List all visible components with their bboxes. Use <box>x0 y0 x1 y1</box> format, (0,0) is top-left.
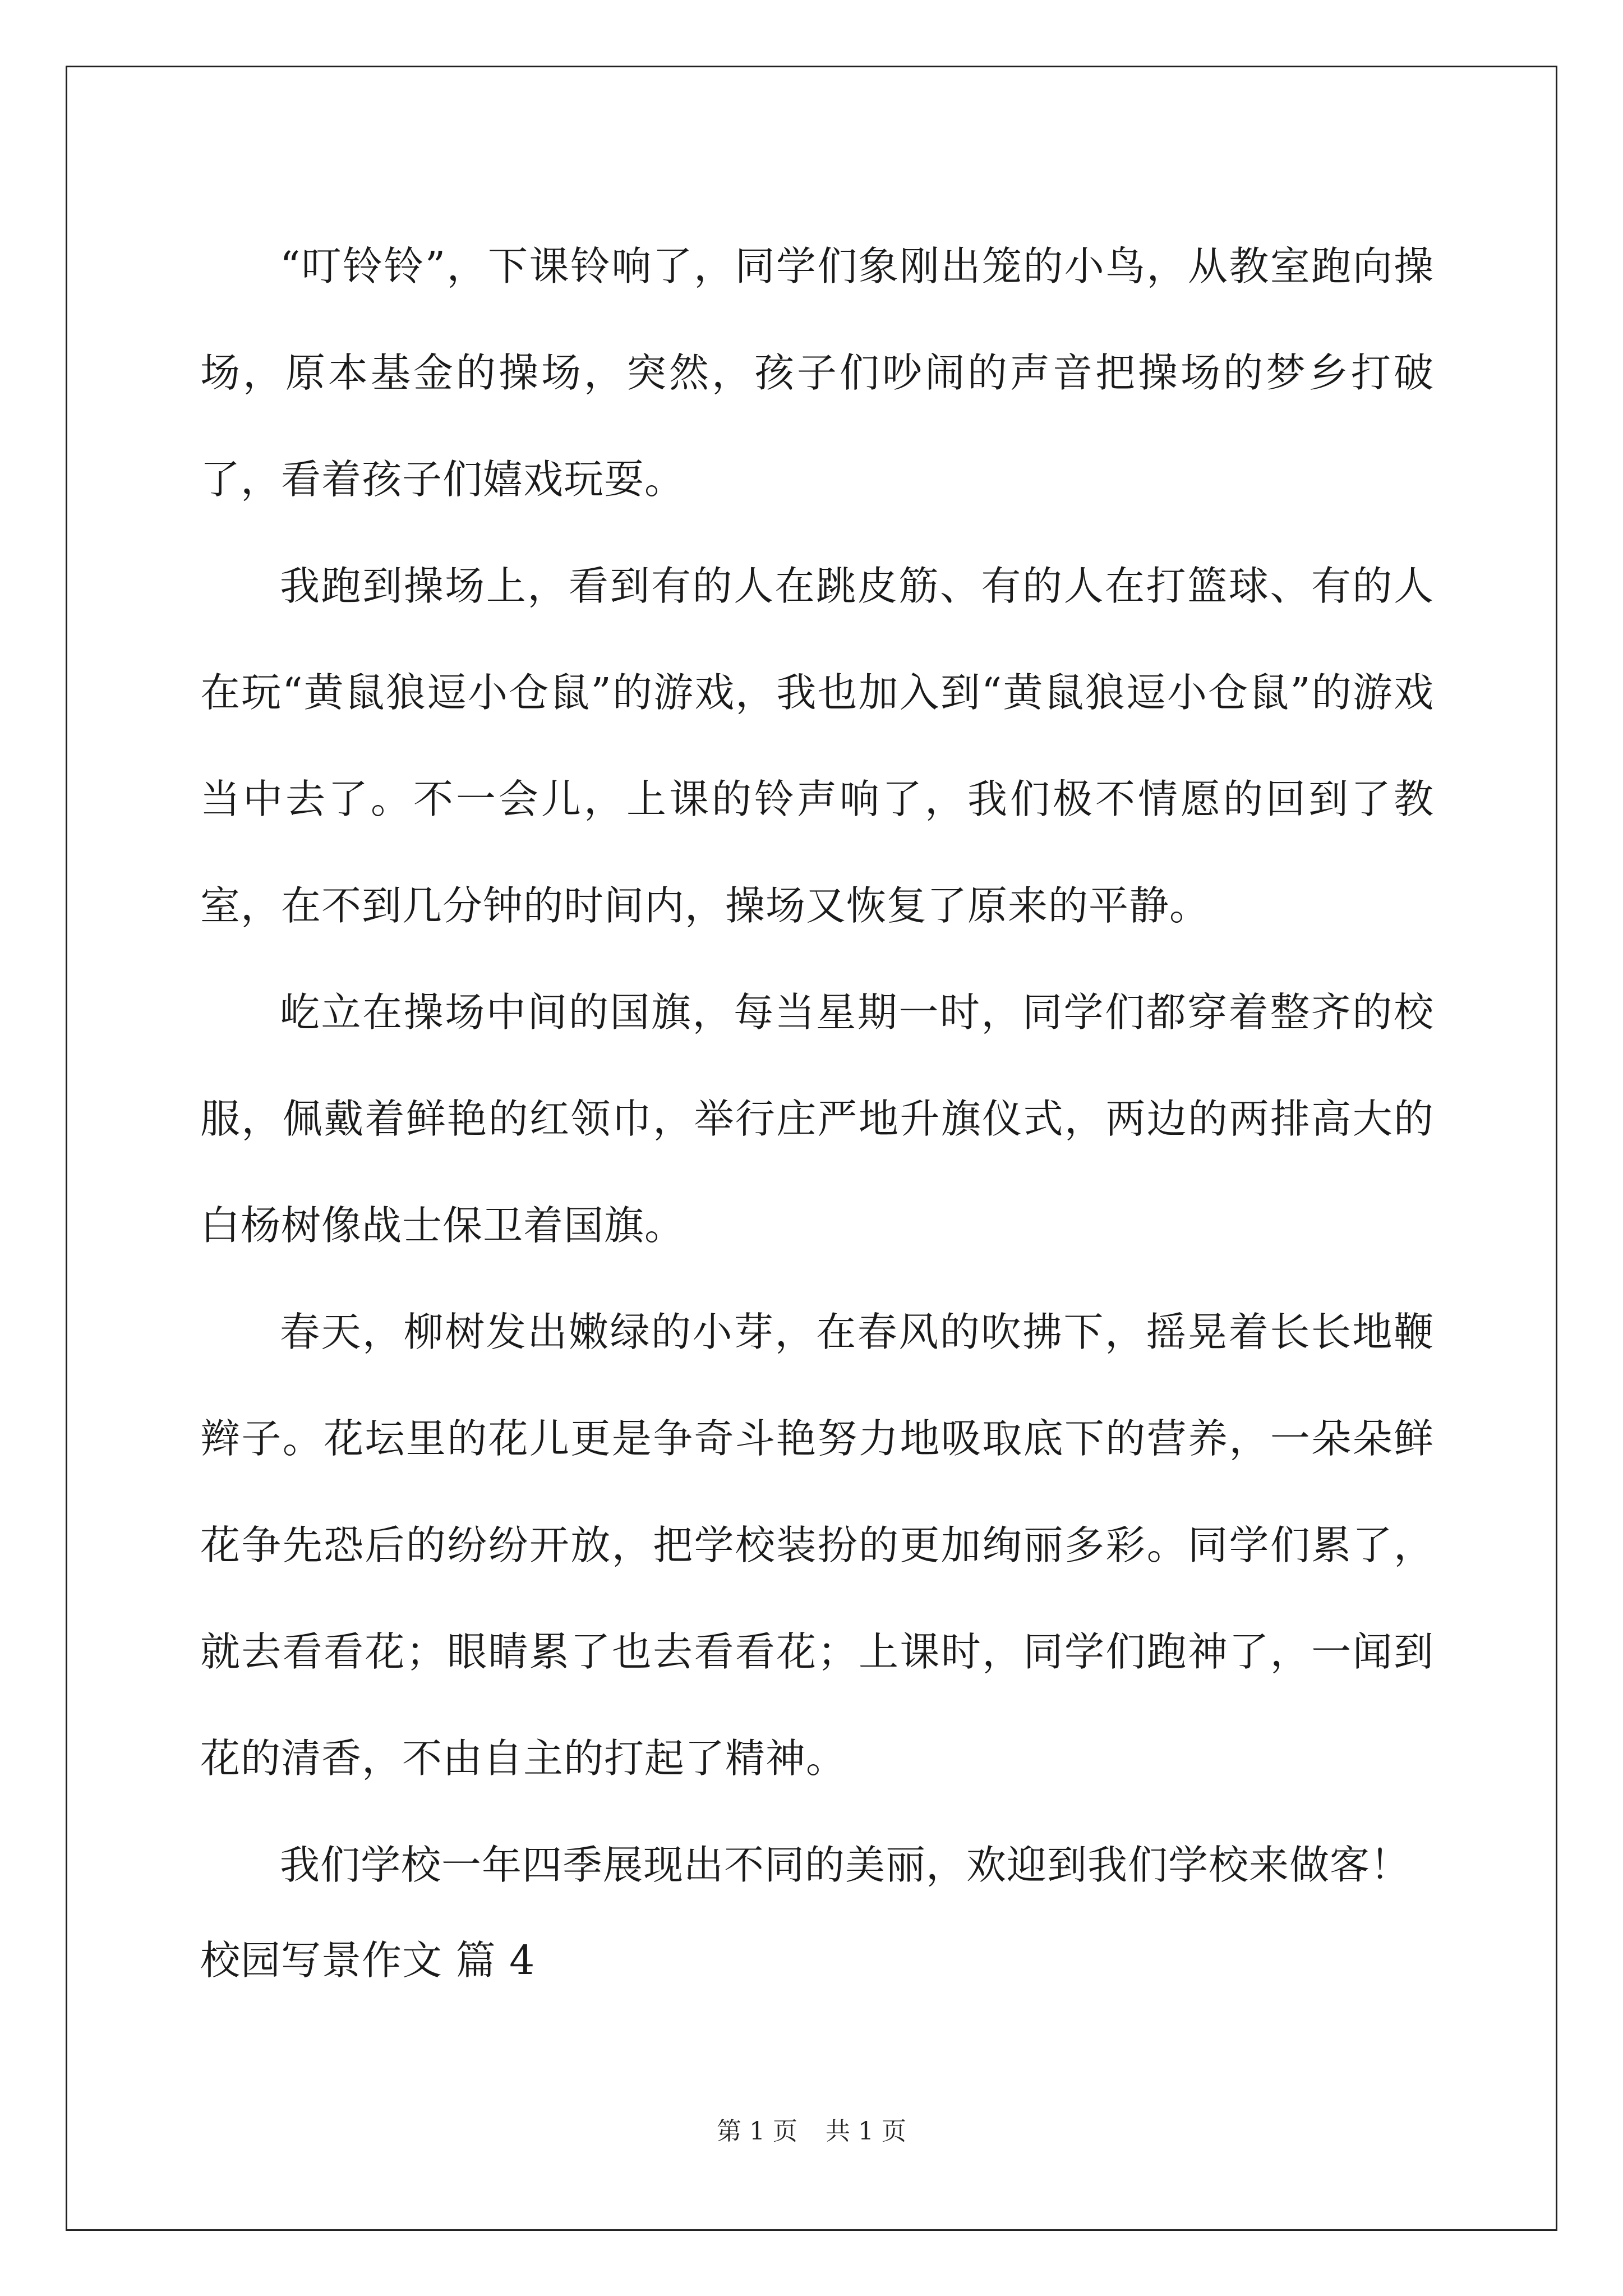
paragraph-1: “叮铃铃”，下课铃响了，同学们象刚出笼的小鸟，从教室跑向操场，原本基金的操场，突然，孩子们吵闹的声音把操场的梦乡打破了，看着孩子们嬉戏玩耍。 <box>200 243 1434 503</box>
page-number-current: 第 1 页 <box>717 2117 797 2146</box>
paragraph-3: 屹立在操场中间的国旗，每当星期一时，同学们都穿着整齐的校服，佩戴着鲜艳的红领巾，举行庄严地升旗仪式，两边的两排高大的白杨树像战士保卫着国旗。 <box>200 989 1434 1249</box>
paragraph-2: 我跑到操场上，看到有的人在跳皮筋、有的人在打篮球、有的人在玩“黄鼠狼逗小仓鼠”的游戏，我也加入到“黄鼠狼逗小仓鼠”的游戏当中去了。不一会儿，上课的铃声响了，我们极不情愿的回到了教室，在不到几分钟的时间内，操场又恢复了原来的平静。 <box>200 563 1434 929</box>
page-number-total: 共 1 页 <box>826 2117 906 2146</box>
page-footer <box>0 2115 1623 2148</box>
document-body <box>200 213 1434 2003</box>
paragraph-4: 春天，柳树发出嫩绿的小芽，在春风的吹拂下，摇晃着长长地鞭辫子。花坛里的花儿更是争奇斗艳努力地吸取底下的营养，一朵朵鲜花争先恐后的纷纷开放，把学校装扮的更加绚丽多彩。同学们累了，就去看看花；眼睛累了也去看看花；上课时，同学们跑神了，一闻到花的清香，不由自主的打起了精神。 <box>200 1309 1434 1782</box>
paragraph-5: 我们学校一年四季展现出不同的美丽，欢迎到我们学校来做客！ <box>280 1842 1411 1888</box>
section-heading: 校园写景作文 篇 4 <box>200 1937 536 1984</box>
